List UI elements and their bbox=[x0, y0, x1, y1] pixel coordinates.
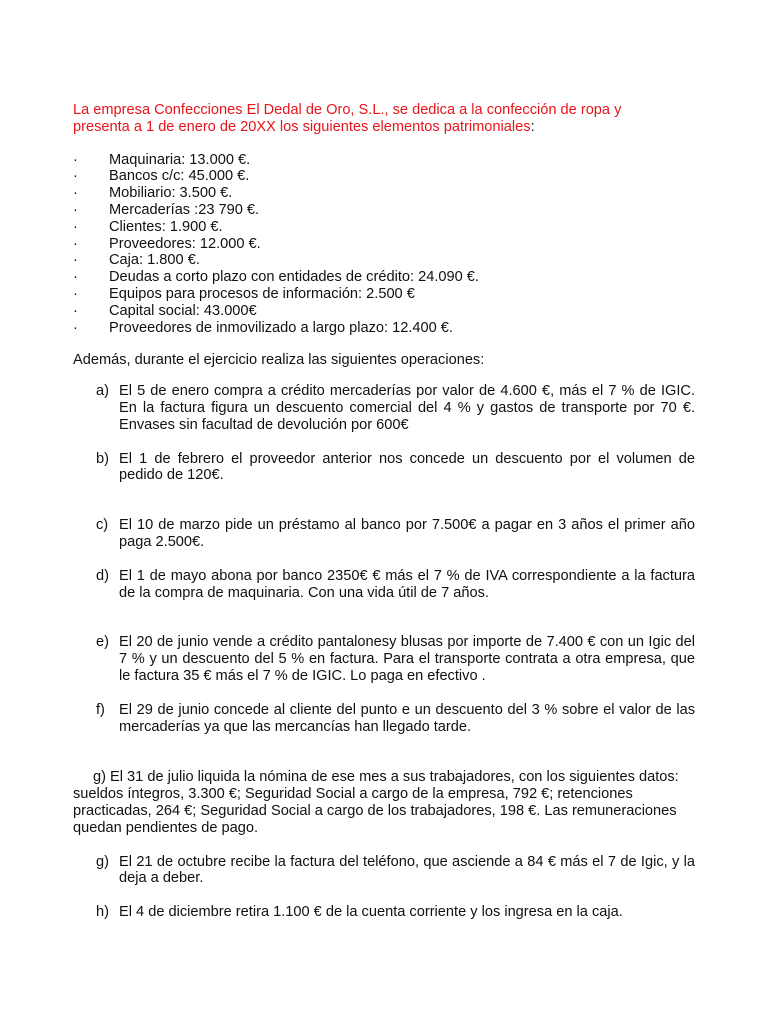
operation-g bbox=[73, 854, 695, 888]
bullet: · bbox=[73, 302, 78, 319]
operation-marker: e) bbox=[96, 634, 109, 651]
operation-e bbox=[73, 634, 695, 684]
asset-text: Bancos c/c: 45.000 €. bbox=[109, 168, 250, 185]
operation-text: El 1 de mayo abona por banco 2350€ € más el 7 % de IVA correspondiente a la factura de la compra de maquinaria. Con una vida útil de 7 años. bbox=[119, 567, 695, 601]
bullet: · bbox=[73, 269, 78, 286]
operation-g-payroll: g) El 31 de julio liquida la nómina de ese mes a sus trabajadores, con los siguientes datos: sueldos íntegros, 3.300 €; Seguridad Social a cargo de la empresa, 792 €; retenciones practicadas, 264 €; Seguridad Social a cargo de los trabajadores, 198 €. Las remuneraciones quedan pendientes de pago. bbox=[73, 769, 679, 836]
bullet: · bbox=[73, 218, 78, 235]
list-item bbox=[73, 320, 695, 337]
bullet: · bbox=[73, 201, 78, 218]
asset-text: Deudas a corto plazo con entidades de crédito: 24.090 €. bbox=[109, 269, 479, 286]
asset-text: Mobiliario: 3.500 €. bbox=[109, 185, 233, 202]
operation-text: El 10 de marzo pide un préstamo al banco por 7.500€ a pagar en 3 años el primer año paga 2.500€. bbox=[119, 517, 695, 550]
list-item bbox=[73, 236, 695, 253]
intro-colon: : bbox=[530, 118, 535, 135]
asset-text: Capital social: 43.000€ bbox=[109, 302, 257, 319]
list-item bbox=[73, 185, 695, 202]
operation-text: El 29 de junio concede al cliente del punto e un descuento del 3 % sobre el valor de las mercaderías ya que las mercancías han llegado tarde. bbox=[119, 701, 695, 735]
operation-text: El 4 de diciembre retira 1.100 € de la cuenta corriente y los ingresa en la caja. bbox=[119, 904, 623, 921]
bullet: · bbox=[73, 319, 78, 336]
operation-text: El 5 de enero compra a crédito mercaderías por valor de 4.600 €, más el 7 % de IGIC. En la factura figura un descuento comercial del 4 % y gastos de transporte por 70 €. Envases sin facultad de devolución por 600€ bbox=[119, 383, 695, 433]
operation-marker: h) bbox=[96, 904, 109, 921]
bullet: · bbox=[73, 185, 78, 202]
operations-intro: Además, durante el ejercicio realiza las siguientes operaciones: bbox=[73, 352, 485, 369]
asset-text: Clientes: 1.900 €. bbox=[109, 218, 223, 235]
asset-text: Proveedores: 12.000 €. bbox=[109, 235, 261, 252]
list-item bbox=[73, 202, 695, 219]
list-item bbox=[73, 303, 695, 320]
asset-list bbox=[73, 152, 695, 337]
asset-text: Maquinaria: 13.000 €. bbox=[109, 151, 251, 168]
asset-text: Caja: 1.800 €. bbox=[109, 252, 200, 269]
operation-text: El 21 de octubre recibe la factura del teléfono, que asciende a 84 € más el 7 de Igic, y la deja a deber. bbox=[119, 853, 695, 887]
operation-f bbox=[73, 702, 695, 736]
operation-marker: c) bbox=[96, 517, 109, 534]
operation-d bbox=[73, 568, 695, 602]
bullet: · bbox=[73, 252, 78, 269]
intro-paragraph bbox=[73, 102, 673, 136]
list-item bbox=[73, 168, 695, 185]
intro-text: La empresa Confecciones El Dedal de Oro, S.L., se dedica a la confección de ropa y presenta a 1 de enero de 20XX los siguientes elementos patrimoniales bbox=[73, 102, 622, 135]
list-item bbox=[73, 152, 695, 169]
operation-b bbox=[73, 451, 695, 485]
list-item bbox=[73, 269, 695, 286]
bullet: · bbox=[73, 235, 78, 252]
operation-marker: g) bbox=[96, 853, 109, 870]
operation-a bbox=[73, 383, 695, 433]
list-item bbox=[73, 252, 695, 269]
asset-text: Mercaderías :23 790 €. bbox=[109, 201, 260, 218]
asset-text: Proveedores de inmovilizado a largo plazo: 12.400 €. bbox=[109, 319, 453, 336]
list-item bbox=[73, 219, 695, 236]
document-page bbox=[73, 102, 695, 921]
operation-marker: b) bbox=[96, 450, 109, 467]
bullet: · bbox=[73, 168, 78, 185]
operation-marker: a) bbox=[96, 383, 109, 400]
operation-c bbox=[73, 517, 695, 551]
operation-text: El 20 de junio vende a crédito pantalonesy blusas por importe de 7.400 € con un Igic del 7 % y un descuento del 5 % en factura. Para el transporte contrata a otra empresa, que le factura 35 € más el 7 % de IGIC. Lo paga en efectivo . bbox=[119, 634, 695, 684]
operation-text: El 1 de febrero el proveedor anterior nos concede un descuento por el volumen de pedido de 120€. bbox=[119, 450, 695, 484]
operation-marker: d) bbox=[96, 567, 109, 584]
operation-h bbox=[73, 904, 695, 921]
bullet: · bbox=[73, 285, 78, 302]
bullet: · bbox=[73, 151, 78, 168]
asset-text: Equipos para procesos de información: 2.500 € bbox=[109, 285, 415, 302]
operation-marker: f) bbox=[96, 701, 105, 718]
list-item bbox=[73, 286, 695, 303]
